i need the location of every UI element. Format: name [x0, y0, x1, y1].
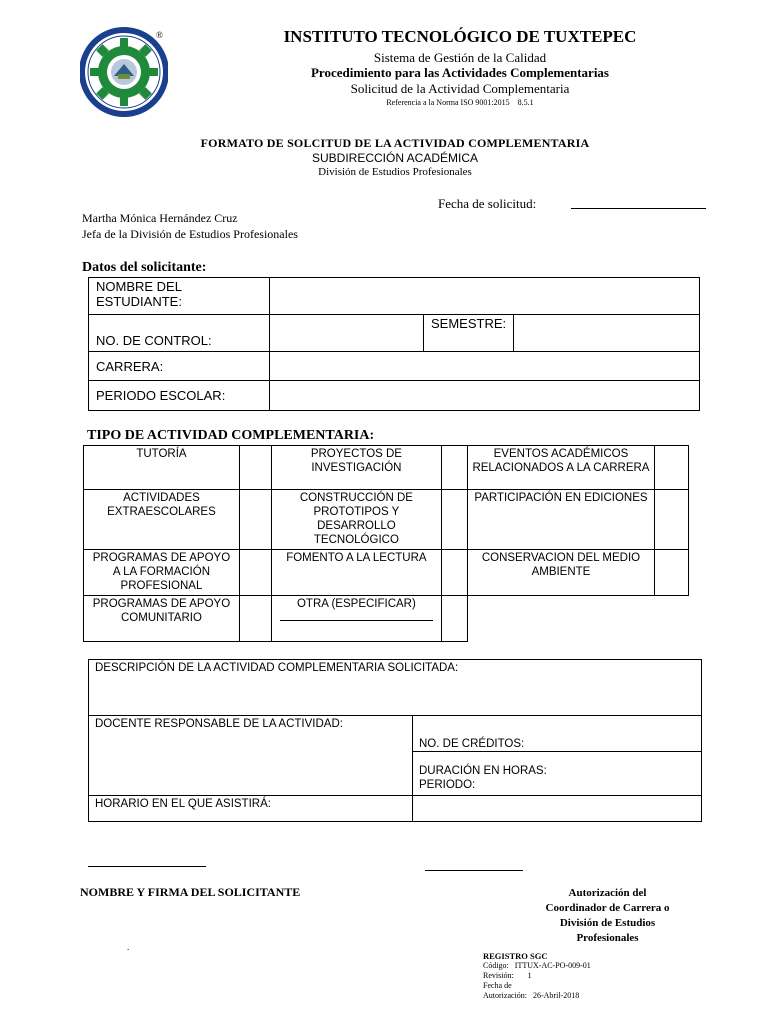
subdirection: SUBDIRECCIÓN ACADÉMICA [311, 151, 479, 165]
career-field[interactable] [270, 352, 700, 381]
activity-option-label: PROYECTOS DE INVESTIGACIÓN [271, 446, 441, 490]
activity-checkbox[interactable] [655, 446, 689, 490]
description-label: DESCRIPCIÓN DE LA ACTIVIDAD COMPLEMENTARIA SOLICITADA: [95, 662, 459, 674]
activity-checkbox[interactable] [441, 596, 467, 642]
authorization-signature-line[interactable] [425, 870, 523, 871]
career-label: CARRERA: [89, 352, 270, 381]
date-label: Fecha de solicitud: [438, 196, 537, 211]
applicant-signature-label: NOMBRE Y FIRMA DEL SOLICITANTE [80, 885, 301, 899]
activity-checkbox[interactable] [441, 550, 467, 596]
activity-option-label: EVENTOS ACADÉMICOS RELACIONADOS A LA CARRERA [467, 446, 655, 490]
registry-revision: Revisión: 1 [483, 971, 532, 980]
student-name-field[interactable] [270, 278, 700, 315]
activity-checkbox[interactable] [441, 490, 467, 550]
activity-option-label: PARTICIPACIÓN EN EDICIONES [467, 490, 655, 550]
registry-date-label: Fecha de [483, 981, 512, 990]
institute-logo [80, 26, 168, 120]
registered-mark: ® [156, 30, 163, 40]
iso-reference: Referencia a la Norma ISO 9001:2015 8.5.1 [386, 98, 534, 107]
activity-checkbox[interactable] [655, 490, 689, 550]
activity-checkbox[interactable] [441, 446, 467, 490]
form-title: FORMATO DE SOLCITUD DE LA ACTIVIDAD COMPLEMENTARIA [200, 136, 590, 150]
hours-period-field[interactable] [413, 752, 702, 796]
hours-label: DURACIÓN EN HORAS: [419, 765, 547, 777]
activity-option-label: FOMENTO A LA LECTURA [271, 550, 441, 596]
stray-mark: . [127, 942, 130, 952]
activity-checkbox[interactable] [239, 490, 271, 550]
activity-details-table [88, 659, 702, 822]
control-number-label: NO. DE CONTROL: [89, 315, 270, 352]
gear-logo-icon [80, 26, 168, 120]
empty-cell [467, 596, 655, 642]
applicant-section-title: Datos del solicitante: [82, 260, 207, 275]
addressee-role: Jefa de la División de Estudios Profesionales [82, 227, 298, 241]
other-specify-line[interactable] [280, 620, 433, 621]
teacher-field[interactable] [89, 716, 413, 796]
schedule-label: HORARIO EN EL QUE ASISTIRÁ: [95, 798, 271, 810]
registry-title: REGISTRO SGC [483, 951, 548, 961]
activity-checkbox[interactable] [655, 550, 689, 596]
institution-title: INSTITUTO TECNOLÓGICO DE TUXTEPEC [283, 27, 637, 46]
activity-option-label: PROGRAMAS DE APOYO COMUNITARIO [84, 596, 240, 642]
activity-type-table [83, 445, 689, 642]
activity-option-label: OTRA (ESPECIFICAR) [296, 598, 416, 610]
other-activity-cell [271, 596, 441, 642]
form-name: Solicitud de la Actividad Complementaria [350, 81, 570, 96]
semester-field[interactable] [514, 315, 700, 352]
activity-type-title: TIPO DE ACTIVIDAD COMPLEMENTARIA: [87, 428, 375, 443]
schedule-field[interactable] [89, 796, 413, 822]
school-period-field[interactable] [270, 381, 700, 411]
applicant-table [88, 277, 700, 411]
registry-date: Autorización: 26-Abril-2018 [483, 991, 580, 1000]
semester-label: SEMESTRE: [424, 315, 514, 352]
quality-system: Sistema de Gestión de la Calidad [373, 50, 547, 65]
activity-checkbox[interactable] [239, 446, 271, 490]
activity-option-label: PROGRAMAS DE APOYO A LA FORMACIÓN PROFESIONAL [84, 550, 240, 596]
activity-option-label: CONSERVACION DEL MEDIO AMBIENTE [467, 550, 655, 596]
applicant-signature-line[interactable] [88, 866, 206, 867]
credits-field[interactable] [413, 716, 702, 752]
activity-option-label: ACTIVIDADES EXTRAESCOLARES [84, 490, 240, 550]
date-field-line[interactable] [571, 208, 706, 209]
activity-option-label: TUTORÍA [84, 446, 240, 490]
teacher-label: DOCENTE RESPONSABLE DE LA ACTIVIDAD: [95, 718, 343, 730]
schedule-extra-field[interactable] [413, 796, 702, 822]
activity-checkbox[interactable] [239, 550, 271, 596]
period-label: PERIODO: [419, 779, 476, 791]
empty-cell [655, 596, 689, 642]
authorization-label: Autorización del Coordinador de Carrera o División de Estudios Profesionales [545, 887, 670, 944]
control-number-field[interactable] [270, 315, 424, 352]
activity-checkbox[interactable] [239, 596, 271, 642]
student-name-label: NOMBRE DEL ESTUDIANTE: [89, 278, 270, 315]
school-period-label: PERIODO ESCOLAR: [89, 381, 270, 411]
description-field[interactable] [89, 660, 702, 716]
addressee-name: Martha Mónica Hernández Cruz [82, 211, 238, 225]
credits-label: NO. DE CRÉDITOS: [419, 738, 525, 750]
activity-option-label: CONSTRUCCIÓN DE PROTOTIPOS Y DESARROLLO TECNOLÓGICO [271, 490, 441, 550]
registry-block [483, 951, 591, 1001]
procedure-title: Procedimiento para las Actividades Complementarias [310, 65, 609, 80]
division: División de Estudios Profesionales [318, 166, 472, 178]
registry-code: Código: ITTUX-AC-PO-009-01 [483, 961, 591, 970]
